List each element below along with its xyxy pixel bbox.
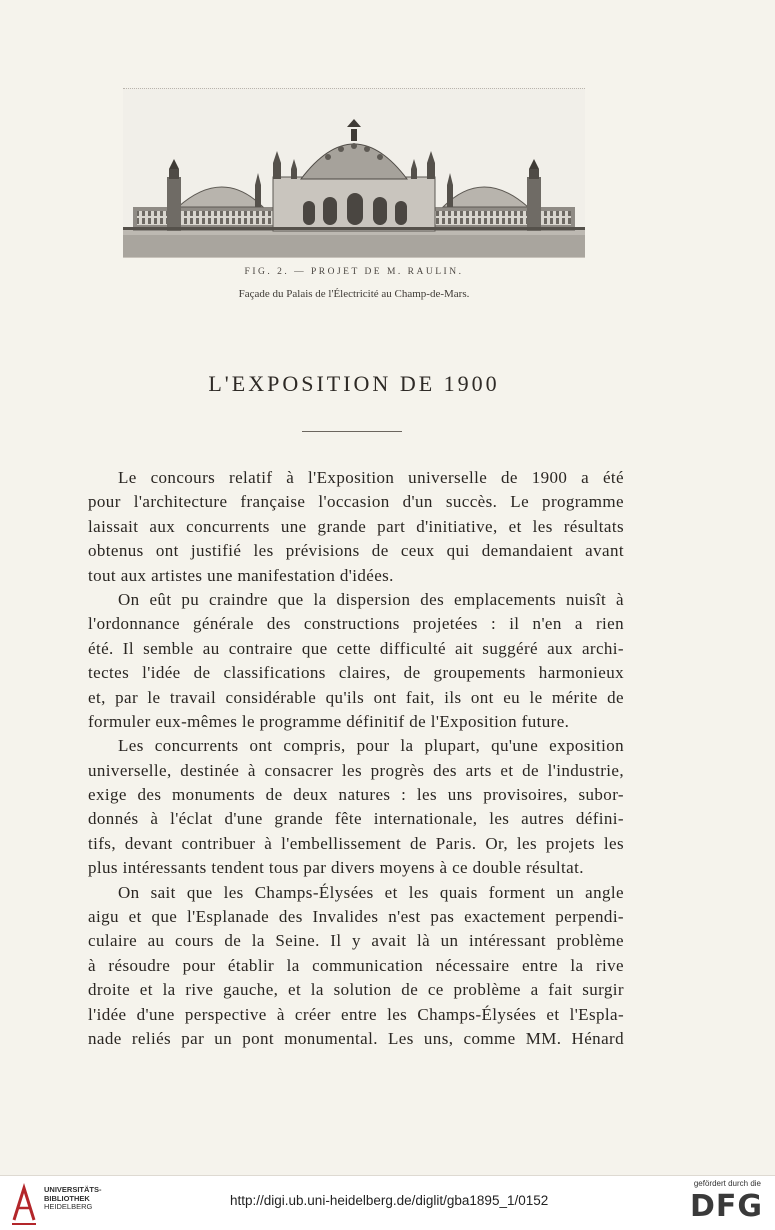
dfg-logo: DFG bbox=[689, 1189, 763, 1224]
body-line: tectes l'idée de classifications claires, de groupements harmonieux bbox=[88, 663, 624, 683]
body-line: formuler eux-mêmes le programme définitif de l'Exposition future. bbox=[88, 711, 570, 731]
title-divider bbox=[302, 431, 402, 432]
library-name-line: HEIDELBERG bbox=[44, 1202, 93, 1211]
palace-engraving-icon bbox=[123, 89, 585, 257]
body-line: tout aux artistes une manifestation d'idées. bbox=[88, 565, 394, 585]
body-line: droite et la rive gauche, et la solution de ce problème a fait surgir bbox=[88, 980, 624, 1000]
body-line: donnés à l'éclat d'une grande fête internationale, les autres défini- bbox=[88, 809, 624, 829]
body-line: laissait aux concurrents une grande part d'initiative, et les résultats bbox=[88, 516, 624, 536]
palace-engraving-figure bbox=[123, 88, 585, 258]
figure-caption-title: Façade du Palais de l'Électricité au Champ-de-Mars. bbox=[238, 288, 470, 300]
body-line: exige des monuments de deux natures : les uns provisoires, subor- bbox=[88, 785, 624, 805]
body-line: On eût pu craindre que la dispersion des emplacements nuisît à bbox=[118, 589, 624, 609]
body-line: Les concurrents ont compris, pour la plupart, qu'une exposition bbox=[118, 736, 624, 756]
digitization-footer bbox=[0, 1175, 775, 1230]
heidelberg-library-logo-icon bbox=[10, 1182, 38, 1226]
body-line: été. Il semble au contraire que cette difficulté ait suggéré aux archi- bbox=[88, 638, 624, 658]
article-body bbox=[88, 466, 624, 1051]
library-name bbox=[44, 1186, 102, 1212]
body-line: et, par le travail considérable qu'ils ont fait, ils ont eu le mérite de bbox=[88, 687, 624, 707]
body-line: On sait que les Champs-Élysées et les quais forment un angle bbox=[118, 882, 624, 902]
library-name-line: BIBLIOTHEK bbox=[44, 1193, 90, 1203]
body-line: l'ordonnance générale des constructions projetées : il n'en a rien bbox=[88, 614, 624, 634]
body-line: plus intéressants tendent tous par divers moyens à ce double résultat. bbox=[88, 858, 584, 878]
library-name-line: UNIVERSITÄTS- bbox=[44, 1185, 102, 1194]
body-line: à résoudre pour établir la communication nécessaire entre la rive bbox=[88, 955, 624, 975]
body-line: nade reliés par un pont monumental. Les uns, comme MM. Hénard bbox=[88, 1028, 624, 1048]
permalink-url[interactable]: http://digi.ub.uni-heidelberg.de/diglit/gba1895_1/0152 bbox=[230, 1193, 549, 1208]
article-title: L'EXPOSITION DE 1900 bbox=[208, 371, 500, 396]
funding-note: gefördert durch die bbox=[693, 1179, 761, 1188]
body-line: obtenus ont justifié les prévisions de ceux qui demandaient avant bbox=[88, 541, 624, 561]
body-line: aigu et que l'Esplanade des Invalides n'est pas exactement perpendi- bbox=[88, 907, 624, 927]
figure-caption-number: FIG. 2. — PROJET DE M. RAULIN. bbox=[244, 267, 464, 277]
body-line: tifs, devant contribuer à l'embellissement de Paris. Or, les projets les bbox=[88, 833, 624, 853]
body-line: l'idée d'une perspective à créer entre les Champs-Élysées et l'Espla- bbox=[88, 1004, 624, 1024]
body-line: universelle, destinée à consacrer les progrès des arts et de l'industrie, bbox=[88, 760, 624, 780]
body-line: pour l'architecture française l'occasion d'un succès. Le programme bbox=[88, 492, 624, 512]
body-line: culaire au cours de la Seine. Il y avait là un intéressant problème bbox=[88, 931, 624, 951]
body-line: Le concours relatif à l'Exposition universelle de 1900 a été bbox=[118, 468, 624, 487]
